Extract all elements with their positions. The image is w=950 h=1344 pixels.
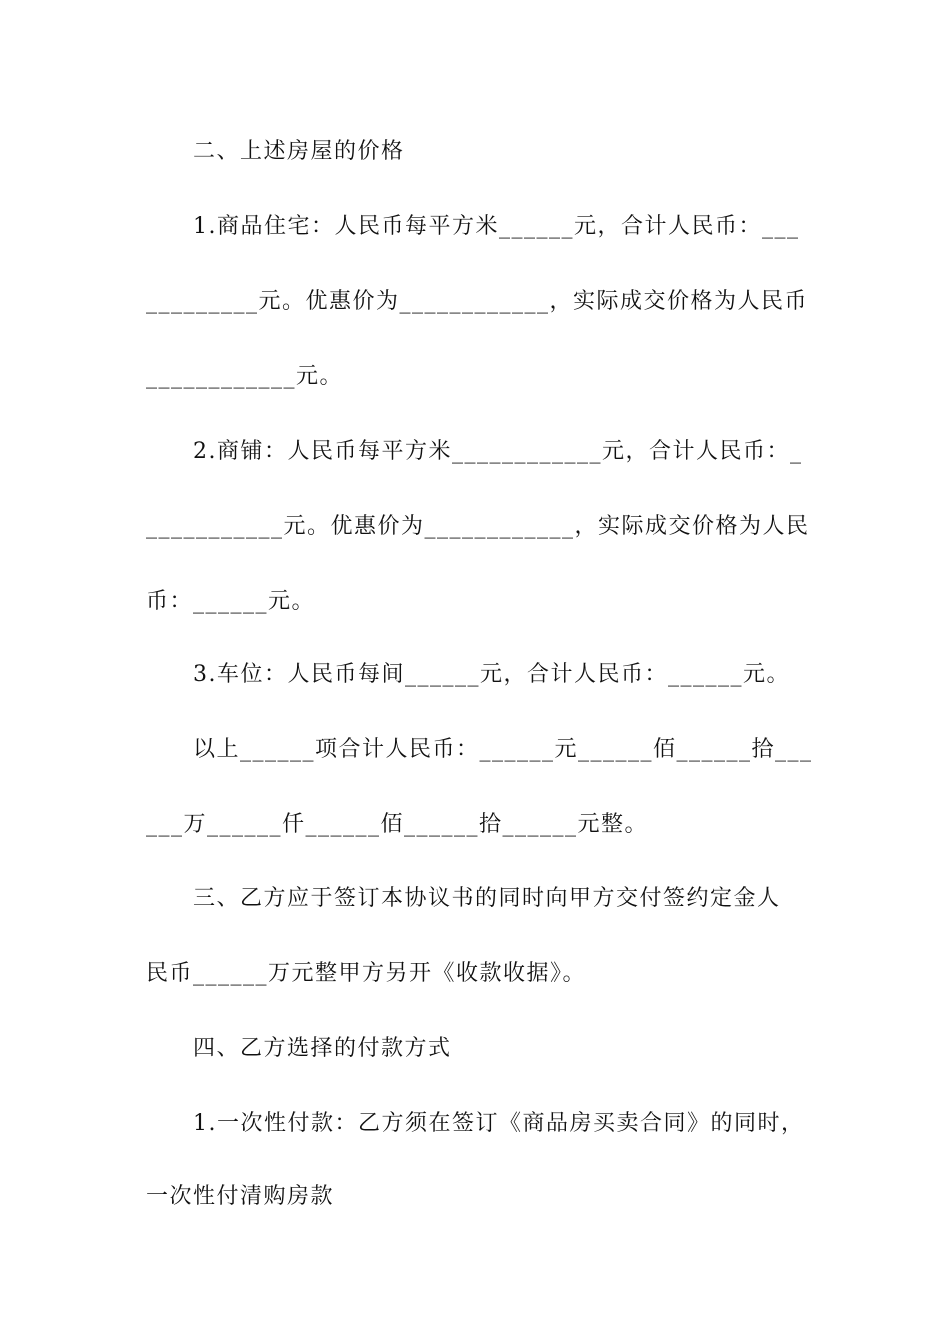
payment-1-line-1: 1.一次性付款：乙方须在签订《商品房买卖合同》的同时， <box>193 1111 805 1136</box>
section-4-heading: 四、乙方选择的付款方式 <box>193 1036 452 1061</box>
item-3-line-1: 3.车位：人民币每间______元，合计人民币：______元。 <box>193 662 790 687</box>
total-line-1: 以上______项合计人民币：______元______佰______拾___ <box>193 737 813 762</box>
item-1-line-3: ____________元。 <box>146 364 344 389</box>
section-2-heading: 二、上述房屋的价格 <box>193 139 405 164</box>
total-line-2: ___万______仟______佰______拾______元整。 <box>146 812 649 837</box>
item-2-line-1: 2.商铺：人民币每平方米____________元，合计人民币：_ <box>193 439 803 464</box>
section-3-line-1: 三、乙方应于签订本协议书的同时向甲方交付签约定金人 <box>193 886 781 911</box>
item-2-line-2: ___________元。优惠价为____________，实际成交价格为人民 <box>146 514 810 539</box>
section-3-line-2: 民币______万元整甲方另开《收款收据》。 <box>146 961 587 986</box>
item-1-line-2: _________元。优惠价为____________，实际成交价格为人民币 <box>146 289 809 314</box>
item-1-line-1: 1.商品住宅：人民币每平方米______元，合计人民币：___ <box>193 214 800 239</box>
payment-1-line-2: 一次性付清购房款 <box>146 1184 335 1209</box>
item-2-line-3: 币：______元。 <box>146 589 316 614</box>
